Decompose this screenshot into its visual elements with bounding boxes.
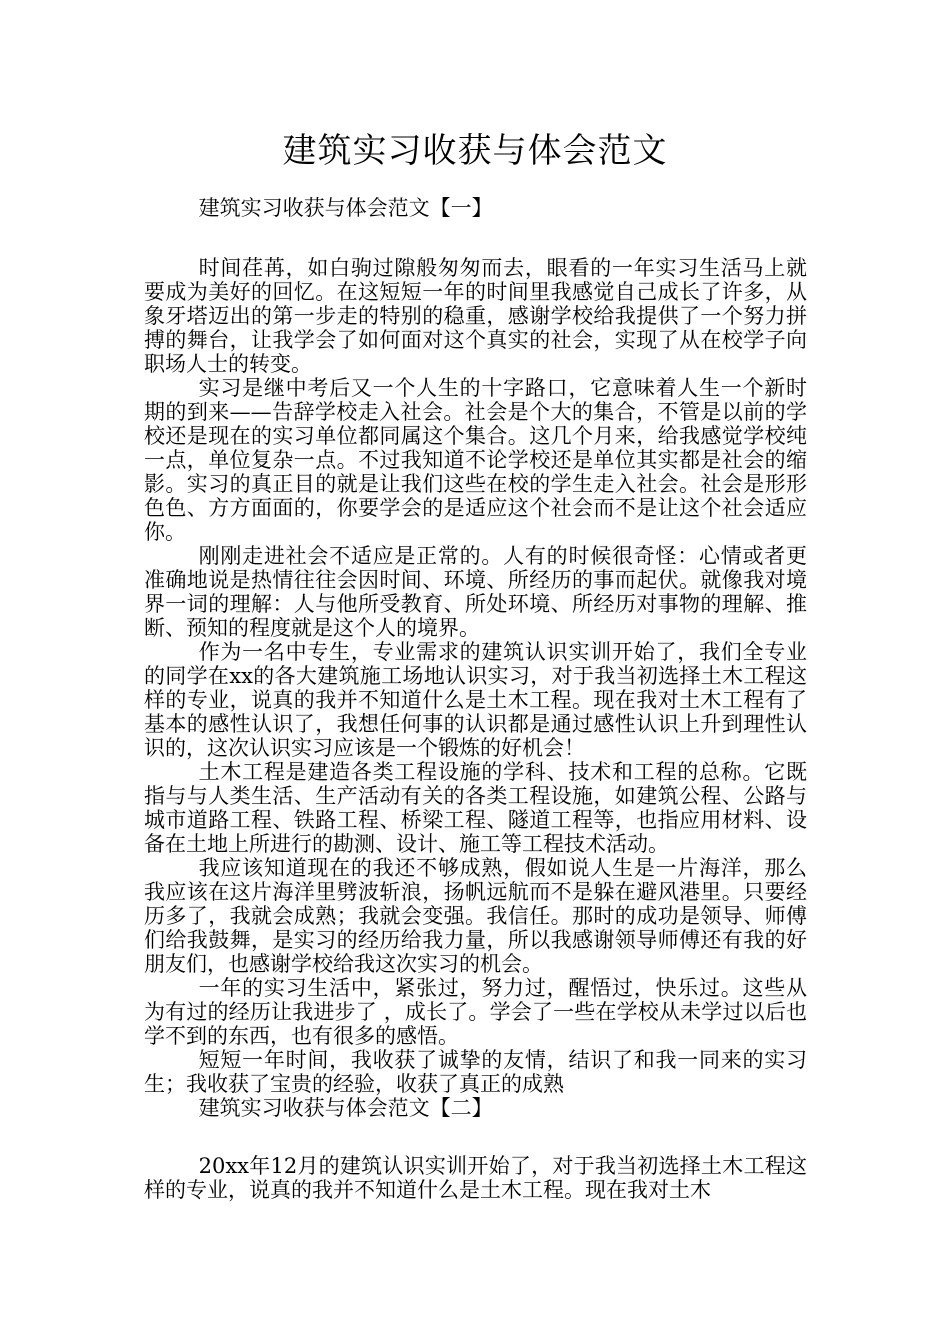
- paragraph: 短短一年时间，我收获了诚挚的友情，结识了和我一同来的实习生；我收获了宝贵的经验，收获了真正的成熟: [144, 1048, 807, 1096]
- paragraph: 一年的实习生活中，紧张过，努力过，醒悟过，快乐过。这些从为有过的经历让我进步了 ，成长了。学会了一些在学校从未学过以后也学不到的东西，也有很多的感悟。: [144, 976, 807, 1048]
- blank-line: [144, 1120, 807, 1154]
- paragraph: 作为一名中专生，专业需求的建筑认识实训开始了，我们全专业的同学在xx的各大建筑施工场地认识实习，对于我当初选择土木工程这样的专业，说真的我并不知道什么是土木工程。现在我对土木工程有了基本的感性认识了，我想任何事的认识都是通过感性认识上升到理性认识的，这次认识实习应该是一个锻炼的好机会！: [144, 640, 807, 760]
- paragraph: 20xx年12月的建筑认识实训开始了，对于我当初选择土木工程这样的专业，说真的我并不知道什么是土木工程。现在我对土木: [144, 1154, 807, 1202]
- document-body: [144, 196, 807, 1202]
- blank-line: [144, 220, 807, 256]
- paragraph: 我应该知道现在的我还不够成熟，假如说人生是一片海洋，那么我应该在这片海洋里劈波斩浪，扬帆远航而不是躲在避风港里。只要经历多了，我就会成熟；我就会变强。我信任。那时的成功是领导、师傅们给我鼓舞，是实习的经历给我力量，所以我感谢领导师傅还有我的好朋友们，也感谢学校给我这次实习的机会。: [144, 856, 807, 976]
- paragraph: 时间荏苒，如白驹过隙般匆匆而去，眼看的一年实习生活马上就要成为美好的回忆。在这短短一年的时间里我感觉自己成长了许多，从象牙塔迈出的第一步走的特别的稳重，感谢学校给我提供了一个努力拼搏的舞台，让我学会了如何面对这个真实的社会，实现了从在校学子向职场人士的转变。: [144, 256, 807, 376]
- section-heading-1: 建筑实习收获与体会范文【一】: [198, 196, 493, 220]
- paragraph: 实习是继中考后又一个人生的十字路口，它意味着人生一个新时期的到来——告辞学校走入社会。社会是个大的集合，不管是以前的学校还是现在的实习单位都同属这个集合。这几个月来，给我感觉学校纯一点，单位复杂一点。不过我知道不论学校还是单位其实都是社会的缩影。实习的真正目的就是让我们这些在校的学生走入社会。社会是形形色色、方方面面的，你要学会的是适应这个社会而不是让这个社会适应你。: [144, 376, 807, 544]
- document-title: 建筑实习收获与体会范文: [282, 131, 668, 171]
- paragraph: 刚刚走进社会不适应是正常的。人有的时候很奇怪：心情或者更准确地说是热情往往会因时间、环境、所经历的事而起伏。就像我对境界一词的理解：人与他所受教育、所处环境、所经历对事物的理解、推断、预知的程度就是这个人的境界。: [144, 544, 807, 640]
- section-heading-2: 建筑实习收获与体会范文【二】: [198, 1096, 493, 1120]
- paragraph: 土木工程是建造各类工程设施的学科、技术和工程的总称。它既指与与人类生活、生产活动有关的各类工程设施，如建筑公程、公路与城市道路工程、铁路工程、桥梁工程、隧道工程等，也指应用材料、设备在土地上所进行的勘测、设计、施工等工程技术活动。: [144, 760, 807, 856]
